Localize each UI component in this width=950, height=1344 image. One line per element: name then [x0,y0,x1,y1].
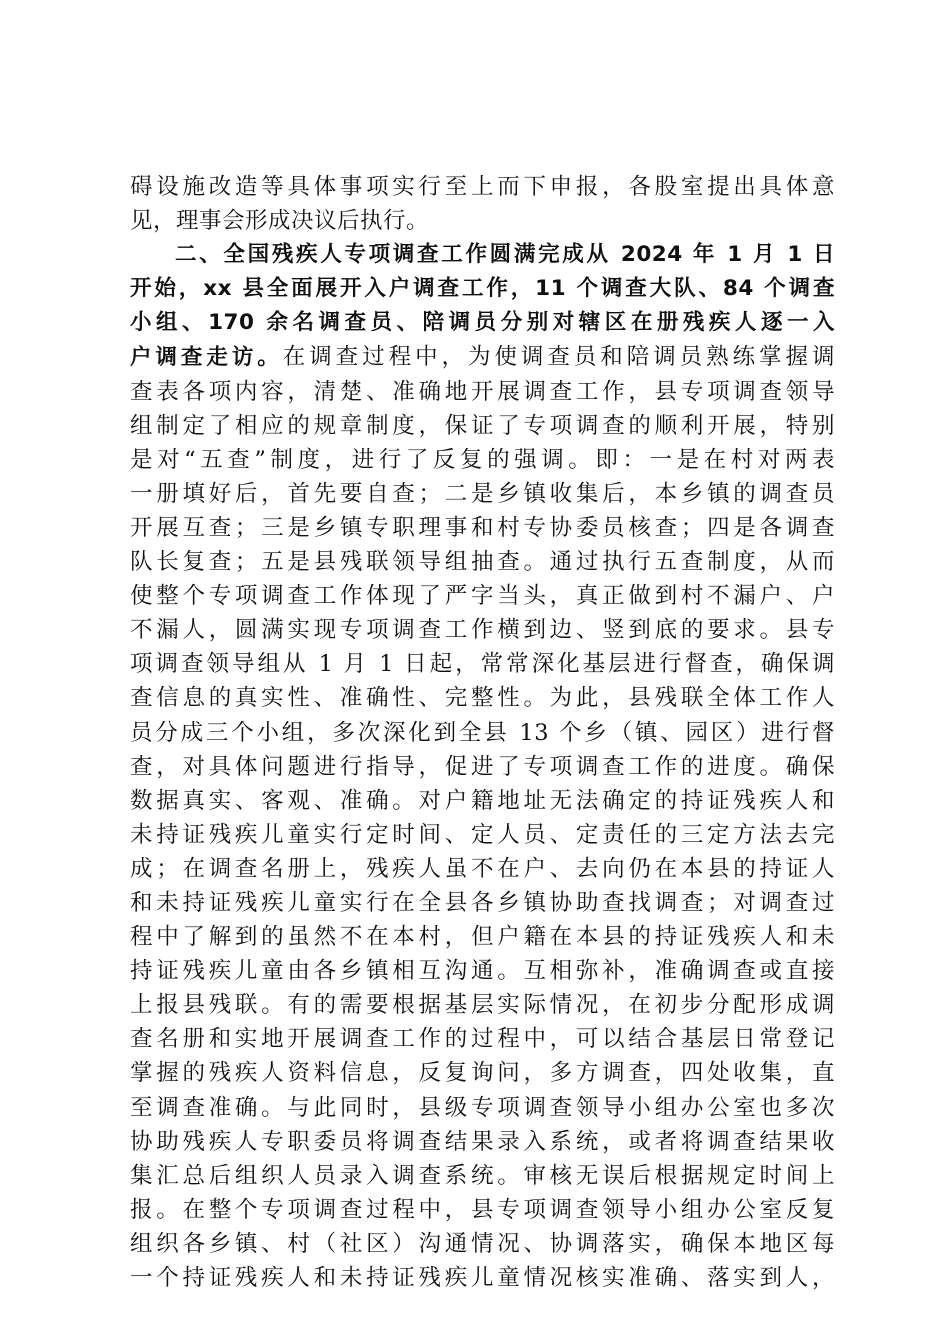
paragraph-line: 程中了解到的虽然不在本村，但户籍在本县的持证残疾人和未 [130,924,835,951]
paragraph-line: 开展互查；三是乡镇专职理事和村专协委员核查；四是各调查 [130,514,835,541]
paragraph-line: 持证残疾儿童由各乡镇相互沟通。互相弥补，准确调查或直接 [130,958,835,985]
section-heading-line: 开始，xx 县全面展开入户调查工作，11 个调查大队、84 个调查 [130,276,835,302]
paragraph-line: 查名册和实地开展调查工作的过程中，可以结合基层日常登记 [130,1026,835,1053]
paragraph-text: 在调查过程中，为使调查员和陪调员熟练掌握调 [282,344,835,371]
paragraph-line: 队长复查；五是县残联领导组抽查。通过执行五查制度，从而 [130,549,835,576]
paragraph-line: 掌握的残疾人资料信息，反复询问，多方调查，四处收集，直 [130,1060,835,1087]
paragraph-line: 至调查准确。与此同时，县级专项调查领导小组办公室也多次 [130,1094,835,1121]
paragraph-line: 使整个专项调查工作体现了严字当头，真正做到村不漏户、户 [130,583,835,610]
section-heading-line: 小组、170 余名调查员、陪调员分别对辖区在册残疾人逐一入 [130,310,835,336]
paragraph-line: 报。在整个专项调查过程中，县专项调查领导小组办公室反复 [130,1196,835,1223]
paragraph-line: 数据真实、客观、准确。对户籍地址无法确定的持证残疾人和 [130,787,835,814]
paragraph-line: 协助残疾人专职委员将调查结果录入系统，或者将调查结果收 [130,1128,835,1155]
paragraph-line: 未持证残疾儿童实行定时间、定人员、定责任的三定方法去完 [130,821,835,848]
paragraph-line [130,340,835,374]
paragraph-line: 集汇总后组织人员录入调查系统。审核无误后根据规定时间上 [130,1162,835,1189]
paragraph-line: 和未持证残疾儿童实行在全县各乡镇协助查找调查；对调查过 [130,889,835,916]
document-page [130,170,835,1295]
section-heading-tail: 户调查走访。 [130,345,283,371]
paragraph-line: 组织各乡镇、村（社区）沟通情况、协调落实，确保本地区每 [130,1230,835,1257]
paragraph-line: 组制定了相应的规章制度，保证了专项调查的顺利开展，特别 [130,412,835,439]
paragraph-line: 查，对具体问题进行指导，促进了专项调查工作的进度。确保 [130,753,835,780]
paragraph-line: 一个持证残疾人和未持证残疾儿童情况核实准确、落实到人， [130,1265,835,1291]
paragraph-line: 查信息的真实性、准确性、完整性。为此，县残联全体工作人 [130,685,835,712]
paragraph-line: 是对“五查”制度，进行了反复的强调。即：一是在村对两表 [130,446,835,473]
paragraph-line: 一册填好后，首先要自查；二是乡镇收集后，本乡镇的调查员 [130,480,835,507]
paragraph-line: 项调查领导组从 1 月 1 日起，常常深化基层进行督查，确保调 [130,651,835,678]
paragraph-line: 成；在调查名册上，残疾人虽不在户、去向仍在本县的持证人 [130,855,835,882]
paragraph-line: 不漏人，圆满实现专项调查工作横到边、竖到底的要求。县专 [130,617,835,644]
paragraph-line: 上报县残联。有的需要根据基层实际情况，在初步分配形成调 [130,992,835,1019]
paragraph-line: 查表各项内容，清楚、准确地开展调查工作，县专项调查领导 [130,378,835,405]
paragraph-line: 见，理事会形成决议后执行。 [130,208,430,235]
paragraph-line: 碍设施改造等具体事项实行至上而下申报，各股室提出具体意 [130,174,835,200]
paragraph-line: 员分成三个小组，多次深化到全县 13 个乡（镇、园区）进行督 [130,719,835,746]
section-heading-line: 二、全国残疾人专项调查工作圆满完成从 2024 年 1 月 1 日 [175,242,835,268]
